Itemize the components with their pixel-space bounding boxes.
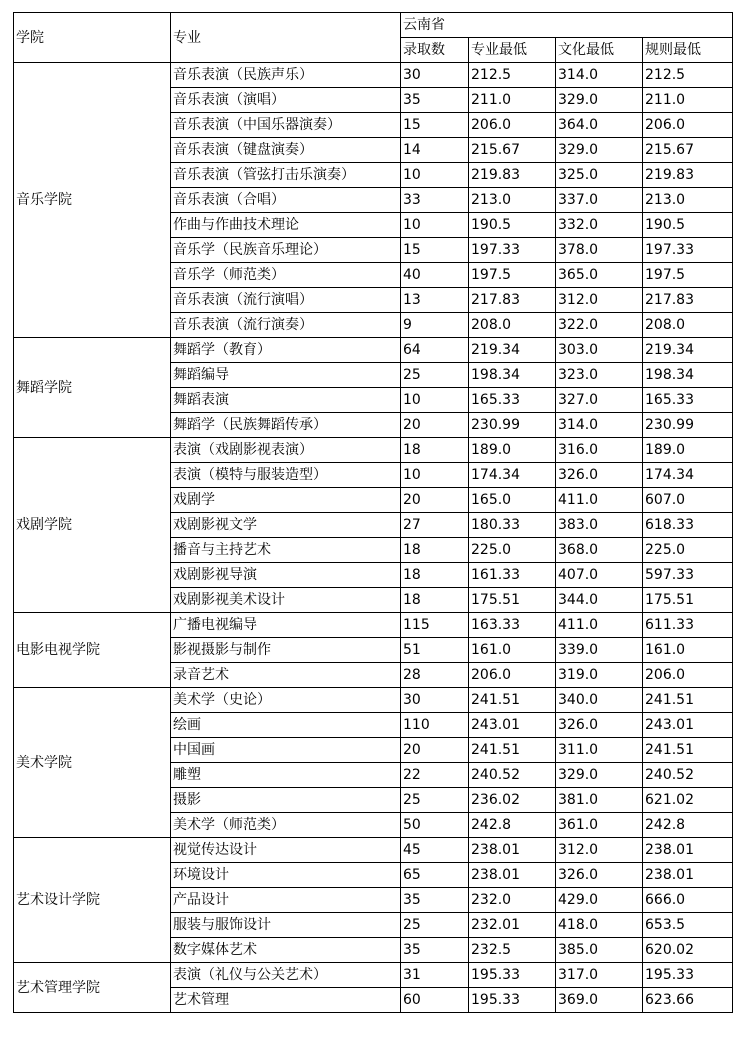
major-cell: 雕塑 [171, 763, 401, 788]
rule-min-cell: 174.34 [643, 463, 733, 488]
rule-min-cell: 623.66 [643, 988, 733, 1013]
prof-min-cell: 232.0 [469, 888, 556, 913]
cult-min-cell: 316.0 [556, 438, 643, 463]
rule-min-cell: 217.83 [643, 288, 733, 313]
college-cell: 音乐学院 [14, 63, 171, 338]
prof-min-cell: 212.5 [469, 63, 556, 88]
rule-min-cell: 190.5 [643, 213, 733, 238]
major-cell: 音乐表演（演唱） [171, 88, 401, 113]
prof-min-cell: 225.0 [469, 538, 556, 563]
cult-min-cell: 344.0 [556, 588, 643, 613]
count-cell: 35 [401, 88, 469, 113]
major-cell: 视觉传达设计 [171, 838, 401, 863]
cult-min-cell: 429.0 [556, 888, 643, 913]
major-cell: 音乐表演（管弦打击乐演奏） [171, 163, 401, 188]
major-cell: 戏剧影视文学 [171, 513, 401, 538]
major-cell: 影视摄影与制作 [171, 638, 401, 663]
major-cell: 录音艺术 [171, 663, 401, 688]
rule-min-cell: 611.33 [643, 613, 733, 638]
cult-min-cell: 337.0 [556, 188, 643, 213]
major-cell: 美术学（师范类） [171, 813, 401, 838]
admission-table [13, 12, 733, 1013]
rule-min-cell: 241.51 [643, 688, 733, 713]
count-cell: 65 [401, 863, 469, 888]
college-cell: 艺术管理学院 [14, 963, 171, 1013]
count-cell: 30 [401, 63, 469, 88]
rule-min-cell: 206.0 [643, 663, 733, 688]
major-cell: 音乐表演（流行演唱） [171, 288, 401, 313]
cult-min-cell: 381.0 [556, 788, 643, 813]
cult-min-cell: 312.0 [556, 838, 643, 863]
cult-min-cell: 339.0 [556, 638, 643, 663]
prof-min-cell: 165.0 [469, 488, 556, 513]
cult-min-cell: 327.0 [556, 388, 643, 413]
count-cell: 15 [401, 113, 469, 138]
count-cell: 18 [401, 563, 469, 588]
prof-min-cell: 211.0 [469, 88, 556, 113]
cult-min-cell: 311.0 [556, 738, 643, 763]
count-cell: 31 [401, 963, 469, 988]
prof-min-cell: 219.83 [469, 163, 556, 188]
prof-min-cell: 198.34 [469, 363, 556, 388]
cult-min-cell: 323.0 [556, 363, 643, 388]
cult-min-cell: 317.0 [556, 963, 643, 988]
count-cell: 22 [401, 763, 469, 788]
cult-min-cell: 368.0 [556, 538, 643, 563]
college-cell: 戏剧学院 [14, 438, 171, 613]
table-row [14, 838, 733, 863]
rule-min-cell: 243.01 [643, 713, 733, 738]
count-cell: 10 [401, 463, 469, 488]
major-cell: 音乐学（民族音乐理论） [171, 238, 401, 263]
table-row [14, 438, 733, 463]
rule-min-cell: 165.33 [643, 388, 733, 413]
major-cell: 广播电视编导 [171, 613, 401, 638]
prof-min-cell: 163.33 [469, 613, 556, 638]
rule-min-cell: 225.0 [643, 538, 733, 563]
prof-min-cell: 236.02 [469, 788, 556, 813]
rule-min-cell: 215.67 [643, 138, 733, 163]
cult-min-cell: 326.0 [556, 863, 643, 888]
cult-min-cell: 385.0 [556, 938, 643, 963]
header-row-1 [14, 13, 733, 38]
major-cell: 绘画 [171, 713, 401, 738]
table-row [14, 338, 733, 363]
prof-min-cell: 213.0 [469, 188, 556, 213]
prof-min-cell: 197.5 [469, 263, 556, 288]
major-cell: 舞蹈学（教育） [171, 338, 401, 363]
cult-min-cell: 322.0 [556, 313, 643, 338]
count-cell: 35 [401, 938, 469, 963]
major-cell: 服装与服饰设计 [171, 913, 401, 938]
cult-min-cell: 312.0 [556, 288, 643, 313]
count-cell: 33 [401, 188, 469, 213]
rule-min-cell: 195.33 [643, 963, 733, 988]
prof-min-cell: 206.0 [469, 663, 556, 688]
table-row [14, 63, 733, 88]
major-cell: 音乐表演（流行演奏） [171, 313, 401, 338]
count-cell: 51 [401, 638, 469, 663]
table-row [14, 963, 733, 988]
cult-min-cell: 383.0 [556, 513, 643, 538]
count-cell: 25 [401, 363, 469, 388]
count-cell: 18 [401, 538, 469, 563]
header-cult-min: 文化最低 [556, 38, 643, 63]
table-row [14, 613, 733, 638]
prof-min-cell: 215.67 [469, 138, 556, 163]
table-row [14, 688, 733, 713]
rule-min-cell: 241.51 [643, 738, 733, 763]
header-count: 录取数 [401, 38, 469, 63]
prof-min-cell: 232.5 [469, 938, 556, 963]
rule-min-cell: 238.01 [643, 863, 733, 888]
count-cell: 45 [401, 838, 469, 863]
prof-min-cell: 195.33 [469, 988, 556, 1013]
cult-min-cell: 411.0 [556, 488, 643, 513]
prof-min-cell: 240.52 [469, 763, 556, 788]
cult-min-cell: 365.0 [556, 263, 643, 288]
header-prof-min: 专业最低 [469, 38, 556, 63]
rule-min-cell: 212.5 [643, 63, 733, 88]
rule-min-cell: 618.33 [643, 513, 733, 538]
prof-min-cell: 241.51 [469, 688, 556, 713]
rule-min-cell: 213.0 [643, 188, 733, 213]
prof-min-cell: 165.33 [469, 388, 556, 413]
prof-min-cell: 161.0 [469, 638, 556, 663]
rule-min-cell: 238.01 [643, 838, 733, 863]
rule-min-cell: 219.83 [643, 163, 733, 188]
cult-min-cell: 329.0 [556, 138, 643, 163]
cult-min-cell: 340.0 [556, 688, 643, 713]
rule-min-cell: 666.0 [643, 888, 733, 913]
header-rule-min: 规则最低 [643, 38, 733, 63]
major-cell: 音乐表演（键盘演奏） [171, 138, 401, 163]
prof-min-cell: 161.33 [469, 563, 556, 588]
cult-min-cell: 361.0 [556, 813, 643, 838]
admission-score-sheet [13, 12, 733, 1013]
cult-min-cell: 332.0 [556, 213, 643, 238]
major-cell: 摄影 [171, 788, 401, 813]
cult-min-cell: 314.0 [556, 63, 643, 88]
count-cell: 10 [401, 388, 469, 413]
cult-min-cell: 329.0 [556, 763, 643, 788]
count-cell: 30 [401, 688, 469, 713]
prof-min-cell: 174.34 [469, 463, 556, 488]
count-cell: 20 [401, 488, 469, 513]
major-cell: 美术学（史论） [171, 688, 401, 713]
header-major: 专业 [171, 13, 401, 63]
rule-min-cell: 219.34 [643, 338, 733, 363]
cult-min-cell: 369.0 [556, 988, 643, 1013]
rule-min-cell: 197.5 [643, 263, 733, 288]
count-cell: 28 [401, 663, 469, 688]
rule-min-cell: 211.0 [643, 88, 733, 113]
prof-min-cell: 232.01 [469, 913, 556, 938]
major-cell: 艺术管理 [171, 988, 401, 1013]
count-cell: 20 [401, 413, 469, 438]
rule-min-cell: 653.5 [643, 913, 733, 938]
rule-min-cell: 620.02 [643, 938, 733, 963]
count-cell: 9 [401, 313, 469, 338]
prof-min-cell: 206.0 [469, 113, 556, 138]
major-cell: 环境设计 [171, 863, 401, 888]
count-cell: 110 [401, 713, 469, 738]
major-cell: 表演（模特与服装造型） [171, 463, 401, 488]
count-cell: 10 [401, 213, 469, 238]
prof-min-cell: 230.99 [469, 413, 556, 438]
rule-min-cell: 607.0 [643, 488, 733, 513]
count-cell: 27 [401, 513, 469, 538]
college-cell: 艺术设计学院 [14, 838, 171, 963]
major-cell: 舞蹈学（民族舞蹈传承） [171, 413, 401, 438]
prof-min-cell: 197.33 [469, 238, 556, 263]
prof-min-cell: 195.33 [469, 963, 556, 988]
major-cell: 产品设计 [171, 888, 401, 913]
count-cell: 10 [401, 163, 469, 188]
rule-min-cell: 198.34 [643, 363, 733, 388]
cult-min-cell: 326.0 [556, 713, 643, 738]
major-cell: 音乐表演（合唱） [171, 188, 401, 213]
rule-min-cell: 161.0 [643, 638, 733, 663]
prof-min-cell: 217.83 [469, 288, 556, 313]
prof-min-cell: 208.0 [469, 313, 556, 338]
prof-min-cell: 190.5 [469, 213, 556, 238]
count-cell: 40 [401, 263, 469, 288]
major-cell: 戏剧影视导演 [171, 563, 401, 588]
count-cell: 25 [401, 788, 469, 813]
prof-min-cell: 219.34 [469, 338, 556, 363]
prof-min-cell: 238.01 [469, 863, 556, 888]
major-cell: 中国画 [171, 738, 401, 763]
rule-min-cell: 230.99 [643, 413, 733, 438]
major-cell: 数字媒体艺术 [171, 938, 401, 963]
rule-min-cell: 208.0 [643, 313, 733, 338]
count-cell: 20 [401, 738, 469, 763]
count-cell: 15 [401, 238, 469, 263]
cult-min-cell: 314.0 [556, 413, 643, 438]
count-cell: 14 [401, 138, 469, 163]
rule-min-cell: 597.33 [643, 563, 733, 588]
rule-min-cell: 206.0 [643, 113, 733, 138]
count-cell: 25 [401, 913, 469, 938]
prof-min-cell: 180.33 [469, 513, 556, 538]
count-cell: 64 [401, 338, 469, 363]
rule-min-cell: 189.0 [643, 438, 733, 463]
prof-min-cell: 243.01 [469, 713, 556, 738]
count-cell: 60 [401, 988, 469, 1013]
header-province: 云南省 [401, 13, 733, 38]
count-cell: 50 [401, 813, 469, 838]
cult-min-cell: 303.0 [556, 338, 643, 363]
major-cell: 音乐表演（中国乐器演奏） [171, 113, 401, 138]
cult-min-cell: 364.0 [556, 113, 643, 138]
prof-min-cell: 189.0 [469, 438, 556, 463]
major-cell: 表演（礼仪与公关艺术） [171, 963, 401, 988]
major-cell: 播音与主持艺术 [171, 538, 401, 563]
prof-min-cell: 175.51 [469, 588, 556, 613]
prof-min-cell: 242.8 [469, 813, 556, 838]
major-cell: 戏剧学 [171, 488, 401, 513]
count-cell: 18 [401, 438, 469, 463]
major-cell: 音乐表演（民族声乐） [171, 63, 401, 88]
cult-min-cell: 418.0 [556, 913, 643, 938]
cult-min-cell: 326.0 [556, 463, 643, 488]
prof-min-cell: 238.01 [469, 838, 556, 863]
rule-min-cell: 621.02 [643, 788, 733, 813]
college-cell: 电影电视学院 [14, 613, 171, 688]
college-cell: 舞蹈学院 [14, 338, 171, 438]
count-cell: 13 [401, 288, 469, 313]
header-college: 学院 [14, 13, 171, 63]
rule-min-cell: 242.8 [643, 813, 733, 838]
major-cell: 舞蹈编导 [171, 363, 401, 388]
prof-min-cell: 241.51 [469, 738, 556, 763]
cult-min-cell: 325.0 [556, 163, 643, 188]
cult-min-cell: 407.0 [556, 563, 643, 588]
college-cell: 美术学院 [14, 688, 171, 838]
major-cell: 戏剧影视美术设计 [171, 588, 401, 613]
cult-min-cell: 411.0 [556, 613, 643, 638]
major-cell: 表演（戏剧影视表演） [171, 438, 401, 463]
rule-min-cell: 197.33 [643, 238, 733, 263]
count-cell: 35 [401, 888, 469, 913]
major-cell: 音乐学（师范类） [171, 263, 401, 288]
count-cell: 115 [401, 613, 469, 638]
rule-min-cell: 175.51 [643, 588, 733, 613]
rule-min-cell: 240.52 [643, 763, 733, 788]
cult-min-cell: 319.0 [556, 663, 643, 688]
major-cell: 舞蹈表演 [171, 388, 401, 413]
cult-min-cell: 329.0 [556, 88, 643, 113]
major-cell: 作曲与作曲技术理论 [171, 213, 401, 238]
cult-min-cell: 378.0 [556, 238, 643, 263]
count-cell: 18 [401, 588, 469, 613]
